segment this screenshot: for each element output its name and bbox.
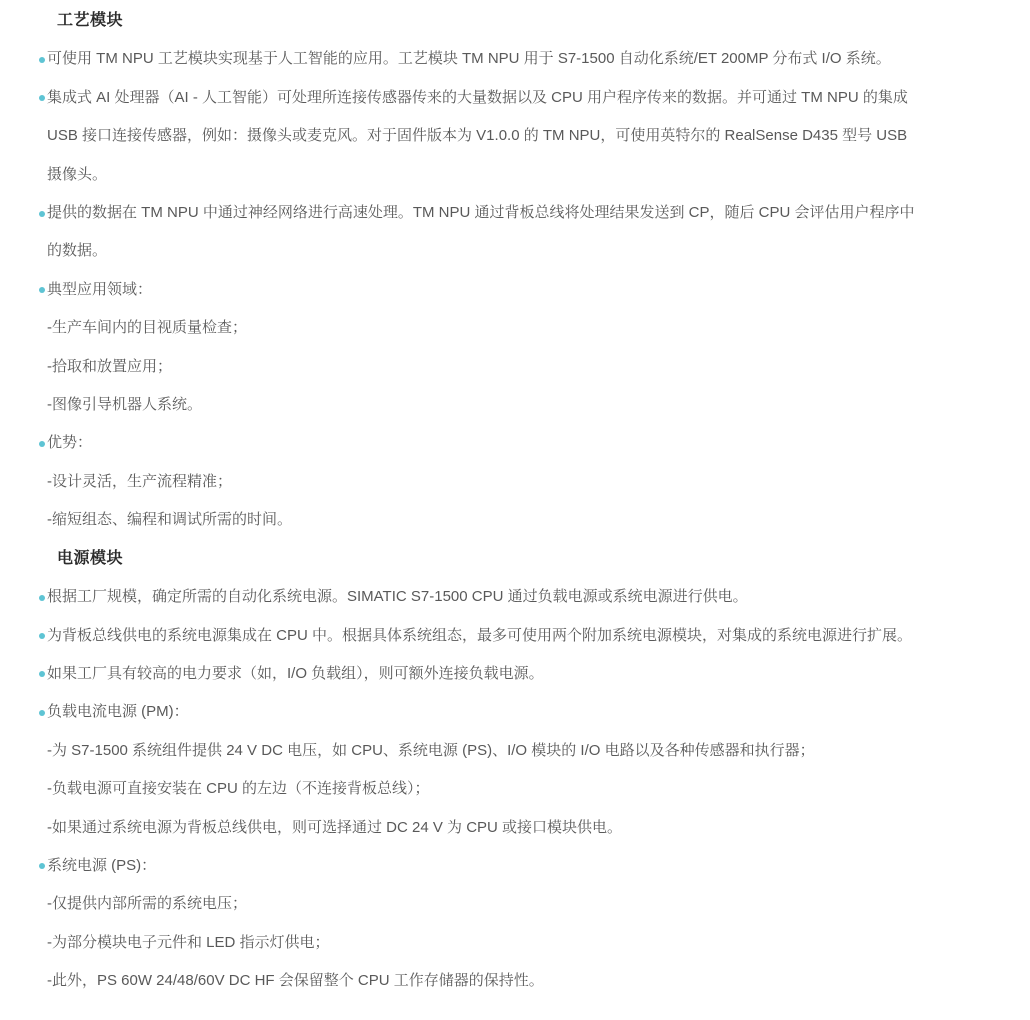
bullet-icon (39, 863, 45, 869)
sub-item: -如果通过系统电源为背板总线供电，则可选择通过 DC 24 V 为 CPU 或接口模块供电。 (47, 818, 623, 836)
bullet-item (47, 655, 920, 693)
bullet-item (47, 424, 920, 462)
bullet-item (47, 578, 920, 616)
bullet-icon (39, 441, 45, 447)
section-power-module (47, 540, 920, 1001)
bullet-text: 为背板总线供电的系统电源集成在 CPU 中。根据具体系统组态，最多可使用两个附加系统电源模块，对集成的系统电源进行扩展。 (47, 626, 913, 644)
bullet-icon (39, 633, 45, 639)
sub-item: -缩短组态、编程和调试所需的时间。 (47, 511, 292, 529)
sub-item: -设计灵活，生产流程精准； (47, 472, 232, 490)
sub-item: -仅提供内部所需的系统电压； (47, 895, 247, 913)
bullet-icon (39, 211, 45, 217)
sub-item: -此外，PS 60W 24/48/60V DC HF 会保留整个 CPU 工作存储器的保持性。 (47, 972, 544, 990)
bullet-text: 集成式 AI 处理器（AI - 人工智能）可处理所连接传感器传来的大量数据以及 CPU 用户程序传来的数据。并可通过 TM NPU 的集成 USB 接口连接传感器，例如：摄像头或麦克风。对于固件版本为 V1.0.0 的 TM NPU，可使用英特尔的 RealSense D435 型号 USB 摄像头。 (47, 88, 908, 183)
bullet-item (47, 617, 920, 655)
section-heading: 工艺模块 (57, 12, 124, 29)
bullet-icon (39, 595, 45, 601)
bullet-text: 可使用 TM NPU 工艺模块实现基于人工智能的应用。工艺模块 TM NPU 用于 S7-1500 自动化系统/ET 200MP 分布式 I/O 系统。 (47, 50, 891, 68)
bullet-icon (39, 287, 45, 293)
bullet-item (47, 40, 920, 78)
sub-item: -图像引导机器人系统。 (47, 396, 202, 414)
bullet-item (47, 847, 920, 885)
bullet-text: 优势： (47, 434, 93, 452)
section-heading: 电源模块 (57, 549, 124, 567)
section-technology-module (47, 2, 920, 540)
bullet-text: 典型应用领域： (47, 280, 153, 298)
sub-item: -拾取和放置应用； (47, 357, 172, 375)
bullet-icon (39, 95, 45, 101)
sub-item: -生产车间内的目视质量检查； (47, 319, 247, 337)
bullet-text: 负载电流电源 (PM)： (47, 703, 189, 721)
bullet-item (47, 194, 920, 271)
bullet-item (47, 271, 920, 309)
bullet-icon (39, 671, 45, 677)
bullet-icon (39, 57, 45, 63)
bullet-item (47, 79, 920, 194)
bullet-item (47, 693, 920, 731)
bullet-text: 根据工厂规模，确定所需的自动化系统电源。SIMATIC S7-1500 CPU 通过负载电源或系统电源进行供电。 (47, 588, 748, 606)
sub-item: -为 S7-1500 系统组件提供 24 V DC 电压，如 CPU、系统电源 (PS)、I/O 模块的 I/O 电路以及各种传感器和执行器； (47, 741, 815, 759)
bullet-text: 提供的数据在 TM NPU 中通过神经网络进行高速处理。TM NPU 通过背板总线将处理结果发送到 CP，随后 CPU 会评估用户程序中的数据。 (47, 204, 915, 260)
sub-item: -为部分模块电子元件和 LED 指示灯供电； (47, 933, 330, 951)
sub-item: -负载电源可直接安装在 CPU 的左边（不连接背板总线）； (47, 780, 430, 798)
bullet-text: 如果工厂具有较高的电力要求（如，I/O 负载组），则可额外连接负载电源。 (47, 664, 544, 682)
bullet-text: 系统电源 (PS)： (47, 856, 157, 874)
bullet-icon (39, 710, 45, 716)
